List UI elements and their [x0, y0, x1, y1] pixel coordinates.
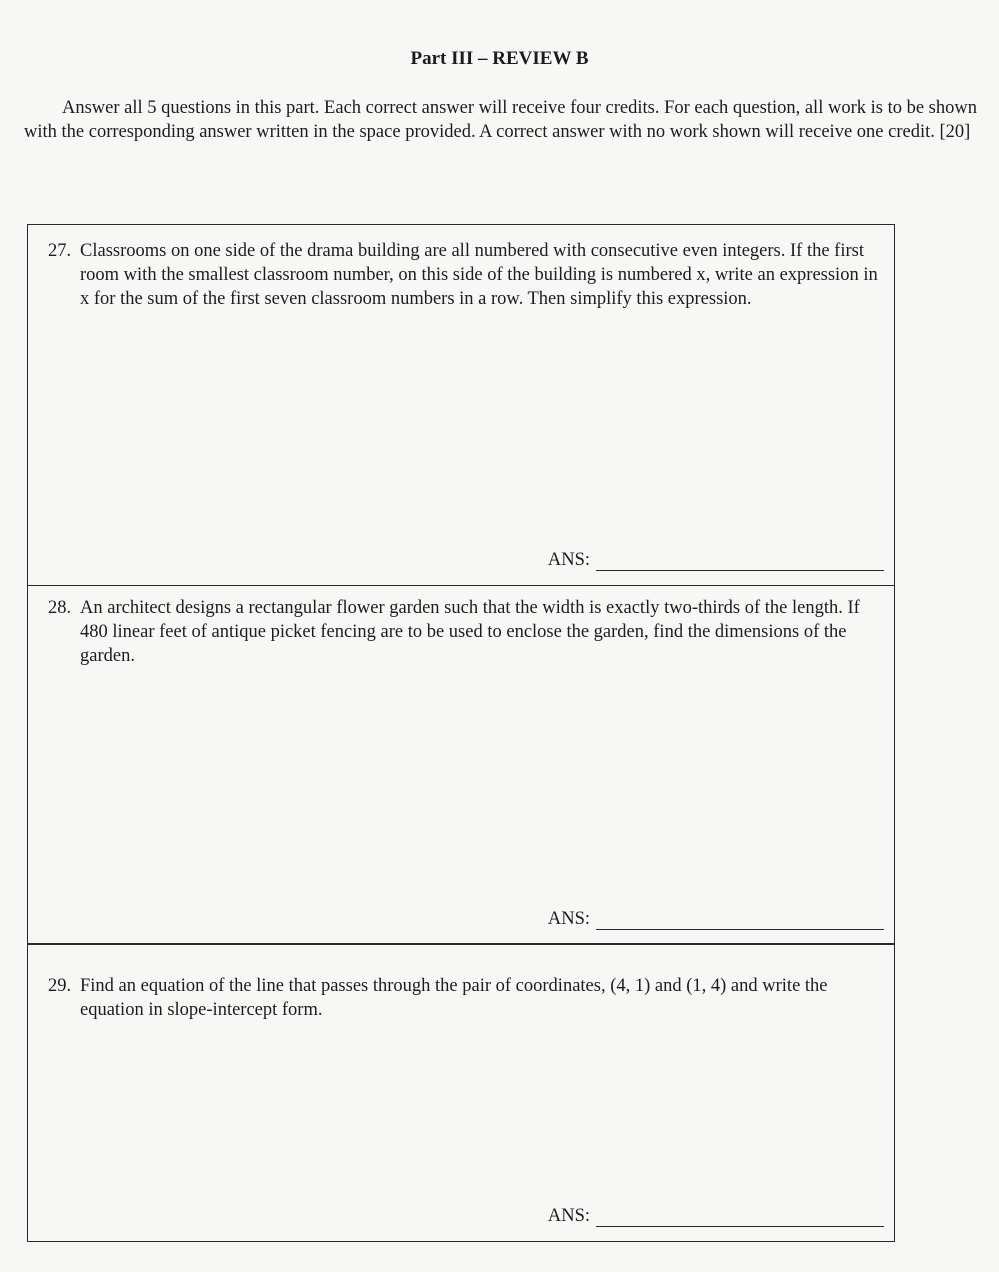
answer-label: ANS: — [547, 550, 590, 570]
answer-blank-29[interactable] — [596, 1208, 884, 1227]
answer-label: ANS: — [547, 909, 590, 929]
question-box-27 — [27, 224, 895, 586]
question-number: 29. — [48, 976, 72, 996]
answer-label: ANS: — [547, 1206, 590, 1226]
answer-area-28 — [548, 909, 884, 930]
question-27 — [48, 239, 884, 311]
answer-area-29 — [548, 1206, 884, 1227]
answer-blank-27[interactable] — [596, 552, 884, 571]
answer-blank-28[interactable] — [596, 911, 884, 930]
question-text: An architect designs a rectangular flower garden such that the width is exactly two-thirds of the length. If 480 linear feet of antique picket fencing are to be used to enclose the garden, find the dimensions of the garden. — [80, 598, 860, 666]
instructions-paragraph: Answer all 5 questions in this part. Each correct answer will receive four credits. For each question, all work is to be shown with the corresponding answer written in the space provided. A correct answer with no work shown will receive one credit. [20] — [24, 98, 977, 142]
question-box-28 — [27, 585, 895, 945]
question-28 — [48, 596, 884, 668]
answer-area-27 — [548, 550, 884, 571]
question-29 — [48, 974, 884, 1022]
question-number: 28. — [48, 598, 72, 618]
question-text: Classrooms on one side of the drama building are all numbered with consecutive even integers. If the first room with the smallest classroom number, on this side of the building is numbered x, write an expression in x for the sum of the first seven classroom numbers in a row. Then simplify this expression. — [80, 241, 878, 309]
question-box-29 — [27, 943, 895, 1242]
question-number: 27. — [48, 241, 72, 261]
page-title: Part III – REVIEW B — [410, 48, 589, 69]
question-text: Find an equation of the line that passes through the pair of coordinates, (4, 1) and (1, 4) and write the equation in slope-intercept form. — [80, 976, 828, 1020]
